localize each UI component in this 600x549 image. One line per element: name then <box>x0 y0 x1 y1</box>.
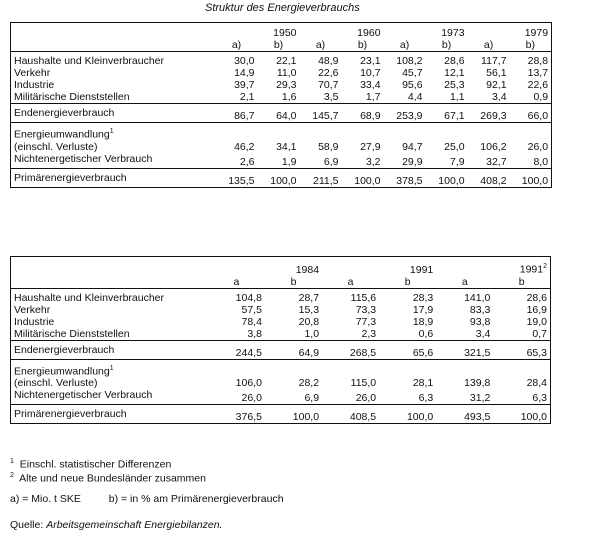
year-header-text: 1991 <box>519 263 544 276</box>
cell: 29,9 <box>402 155 423 168</box>
source-label: Quelle: <box>10 519 44 531</box>
cell: 378,5 <box>384 168 426 187</box>
cell: 64,9 <box>265 340 322 359</box>
row-label: Militärische Dienststellen <box>14 327 130 340</box>
cell: 17,9 <box>412 303 434 316</box>
row-label: Primärenergieverbrauch <box>11 405 208 424</box>
cell: 30,0 <box>216 52 258 68</box>
cell: 10,7 <box>360 67 381 79</box>
table-row-total <box>11 104 552 123</box>
row-label: Primärenergieverbrauch <box>11 168 216 187</box>
cell: 1,7 <box>365 91 381 103</box>
unit-header: b) <box>357 39 368 51</box>
unit-header: a <box>347 275 354 288</box>
table-row-total <box>11 405 551 424</box>
energy-table-1950-1979 <box>10 22 552 188</box>
cell: 4,4 <box>407 91 423 103</box>
cell: 83,3 <box>469 303 491 316</box>
cell: 68,9 <box>342 104 384 123</box>
unit-header: a <box>461 275 468 288</box>
cell: 6,3 <box>532 392 547 404</box>
cell: 25,0 <box>444 140 465 153</box>
unit-header: b <box>518 275 525 288</box>
year-header: 1973 <box>384 23 468 40</box>
row-label: (einschl. Verluste) <box>14 140 98 153</box>
cell: 45,7 <box>402 67 423 79</box>
cell: 100,0 <box>510 168 552 187</box>
cell: 78,4 <box>241 315 262 328</box>
cell: 2,1 <box>239 91 255 103</box>
table-row <box>11 67 552 79</box>
unit-header: a) <box>483 39 494 51</box>
year-header-row <box>11 23 552 40</box>
footnote-2 <box>10 472 206 485</box>
cell: 408,2 <box>468 168 510 187</box>
cell: 104,8 <box>208 288 265 304</box>
cell: 28,6 <box>493 288 550 304</box>
cell: 15,3 <box>298 303 320 316</box>
unit-header-row <box>11 276 551 289</box>
cell: 6,9 <box>323 155 339 168</box>
cell: 321,5 <box>436 340 493 359</box>
table-row <box>11 377 551 389</box>
cell: 115,0 <box>350 377 377 389</box>
table-row <box>11 316 551 328</box>
row-label: Industrie <box>14 79 55 91</box>
cell: 1,1 <box>449 91 465 103</box>
source-line <box>10 519 222 531</box>
cell: 26,0 <box>355 392 377 404</box>
cell: 8,0 <box>533 155 549 168</box>
footnote-mark: 2 <box>10 472 14 479</box>
cell: 32,7 <box>486 155 507 168</box>
cell: 2,6 <box>239 155 255 168</box>
row-label-main: Energieumwandlung <box>14 128 110 141</box>
cell: 94,7 <box>402 140 423 153</box>
cell: 117,7 <box>468 52 510 68</box>
cell: 28,7 <box>265 288 322 304</box>
cell: 100,0 <box>493 405 550 424</box>
cell: 57,5 <box>241 303 262 316</box>
row-label: Verkehr <box>14 67 51 79</box>
row-label-main: Energieumwandlung <box>14 365 110 377</box>
cell: 6,3 <box>418 392 434 404</box>
cell: 18,9 <box>412 315 434 328</box>
cell: 20,8 <box>298 315 320 328</box>
cell: 268,5 <box>322 340 379 359</box>
cell: 46,2 <box>234 140 255 153</box>
cell: 93,8 <box>469 315 491 328</box>
cell: 13,7 <box>527 67 549 79</box>
cell: 408,5 <box>322 405 379 424</box>
cell: 14,9 <box>234 67 255 79</box>
cell: 253,9 <box>384 104 426 123</box>
table-title: Struktur des Energieverbrauchs <box>205 2 360 14</box>
unit-header: a <box>233 275 240 288</box>
cell: 145,7 <box>300 104 342 123</box>
cell: 3,5 <box>323 91 339 103</box>
cell: 100,0 <box>426 168 468 187</box>
year-header: 1984 <box>208 257 322 276</box>
row-label: Endenergieverbrauch <box>11 340 208 359</box>
cell: 25,3 <box>444 79 465 91</box>
cell: 0,9 <box>533 91 549 103</box>
cell: 6,9 <box>304 392 320 404</box>
cell: 77,3 <box>355 315 377 328</box>
cell: 64,0 <box>258 104 300 123</box>
cell: 1,6 <box>281 91 297 103</box>
cell: 139,8 <box>464 377 491 389</box>
footnote-mark: 1 <box>109 128 114 135</box>
cell: 100,0 <box>258 168 300 187</box>
cell: 65,3 <box>493 340 550 359</box>
row-label: Nichtenergetischer Verbrauch <box>14 152 153 165</box>
cell: 16,9 <box>526 303 547 316</box>
cell: 3,4 <box>475 327 491 340</box>
cell: 1,0 <box>304 327 320 340</box>
cell: 95,6 <box>402 79 423 91</box>
cell: 28,8 <box>510 52 552 68</box>
cell: 1,9 <box>281 155 297 168</box>
row-label: Nichtenergetischer Verbrauch <box>14 389 153 401</box>
cell: 58,9 <box>318 140 339 153</box>
cell: 0,6 <box>418 327 434 340</box>
table-row <box>11 91 552 104</box>
cell: 67,1 <box>426 104 468 123</box>
cell: 106,2 <box>480 140 507 153</box>
row-label: Haushalte und Kleinverbraucher <box>11 52 216 68</box>
row-label: Industrie <box>14 315 55 328</box>
cell: 70,7 <box>318 79 339 91</box>
cell: 115,6 <box>322 288 379 304</box>
unit-header: b <box>290 275 297 288</box>
source-text: Arbeitsgemeinschaft Energiebilanzen. <box>46 519 223 531</box>
table-row-total <box>11 168 552 187</box>
year-header: 1950 <box>216 23 300 40</box>
unit-legend <box>10 493 284 505</box>
cell: 100,0 <box>265 405 322 424</box>
year-header: 1960 <box>300 23 384 40</box>
cell: 28,1 <box>412 377 434 389</box>
footnote-1 <box>10 458 171 471</box>
row-label: (einschl. Verluste) <box>14 377 98 389</box>
footnote-mark: 1 <box>10 458 14 465</box>
row-label: Endenergieverbrauch <box>11 104 216 123</box>
cell: 48,9 <box>300 52 342 68</box>
table-row <box>11 288 551 304</box>
table-row <box>11 52 552 68</box>
cell: 106,0 <box>235 377 262 389</box>
year-header-row <box>11 257 551 276</box>
footnote-mark: 1 <box>109 364 114 372</box>
cell: 28,3 <box>379 288 436 304</box>
legend-b: b) = in % am Primärenergieverbrauch <box>108 493 284 505</box>
energy-table-1984-1991 <box>10 256 551 424</box>
cell: 39,7 <box>234 79 255 91</box>
year-header: 1991 <box>322 257 436 276</box>
row-label: Militärische Dienststellen <box>14 91 130 103</box>
cell: 86,7 <box>216 104 258 123</box>
cell: 3,8 <box>247 327 262 340</box>
cell: 7,9 <box>449 155 465 168</box>
cell: 26,0 <box>241 392 262 404</box>
cell: 2,3 <box>361 327 377 340</box>
cell: 66,0 <box>510 104 552 123</box>
table-row <box>11 123 552 141</box>
footnote-mark: 2 <box>543 263 547 270</box>
cell: 141,0 <box>436 288 493 304</box>
cell: 28,2 <box>298 377 320 389</box>
cell: 269,3 <box>468 104 510 123</box>
unit-header: b) <box>441 39 452 51</box>
footnote-text: Einschl. statistischer Differenzen <box>19 458 172 471</box>
cell: 135,5 <box>216 168 258 187</box>
row-label: Verkehr <box>14 303 51 316</box>
cell: 28,4 <box>526 377 547 389</box>
table-row <box>11 304 551 316</box>
row-label <box>11 123 216 141</box>
cell: 92,1 <box>486 79 507 91</box>
cell: 211,5 <box>300 168 342 187</box>
table-row-total <box>11 340 551 359</box>
cell: 493,5 <box>436 405 493 424</box>
unit-header-row <box>11 39 552 52</box>
cell: 22,6 <box>318 67 339 79</box>
cell: 31,2 <box>469 392 491 404</box>
cell: 26,0 <box>527 140 549 153</box>
cell: 65,6 <box>379 340 436 359</box>
unit-header: a) <box>315 39 326 51</box>
cell: 19,0 <box>526 315 547 328</box>
cell: 22,1 <box>258 52 300 68</box>
cell: 34,1 <box>276 140 297 153</box>
table-row <box>11 141 552 153</box>
table-row <box>11 79 552 91</box>
unit-header: b) <box>273 39 284 51</box>
cell: 3,2 <box>365 155 381 168</box>
unit-header: a) <box>231 39 242 51</box>
table-row <box>11 153 552 169</box>
table-row <box>11 328 551 341</box>
cell: 108,2 <box>384 52 426 68</box>
year-header <box>436 257 550 276</box>
footnote-text: Alte und neue Bundesländer zusammen <box>19 472 206 485</box>
cell: 3,4 <box>491 91 507 103</box>
cell: 28,6 <box>426 52 468 68</box>
cell: 22,6 <box>527 79 549 91</box>
cell: 11,0 <box>276 67 297 79</box>
cell: 56,1 <box>486 67 507 79</box>
cell: 244,5 <box>208 340 265 359</box>
cell: 0,7 <box>532 327 547 340</box>
table-row <box>11 389 551 405</box>
row-label <box>11 359 208 377</box>
cell: 100,0 <box>342 168 384 187</box>
year-header: 1979 <box>468 23 552 40</box>
cell: 29,3 <box>276 79 297 91</box>
cell: 23,1 <box>342 52 384 68</box>
table-row <box>11 359 551 377</box>
unit-header: b) <box>525 39 535 51</box>
unit-header: a) <box>399 39 410 51</box>
row-label: Haushalte und Kleinverbraucher <box>11 288 208 304</box>
unit-header: b <box>404 275 411 288</box>
cell: 376,5 <box>208 405 265 424</box>
cell: 73,3 <box>355 303 377 316</box>
legend-a: a) = Mio. t SKE <box>10 493 81 505</box>
cell: 33,4 <box>360 79 381 91</box>
cell: 27,9 <box>360 140 381 153</box>
cell: 12,1 <box>444 67 465 79</box>
cell: 100,0 <box>379 405 436 424</box>
